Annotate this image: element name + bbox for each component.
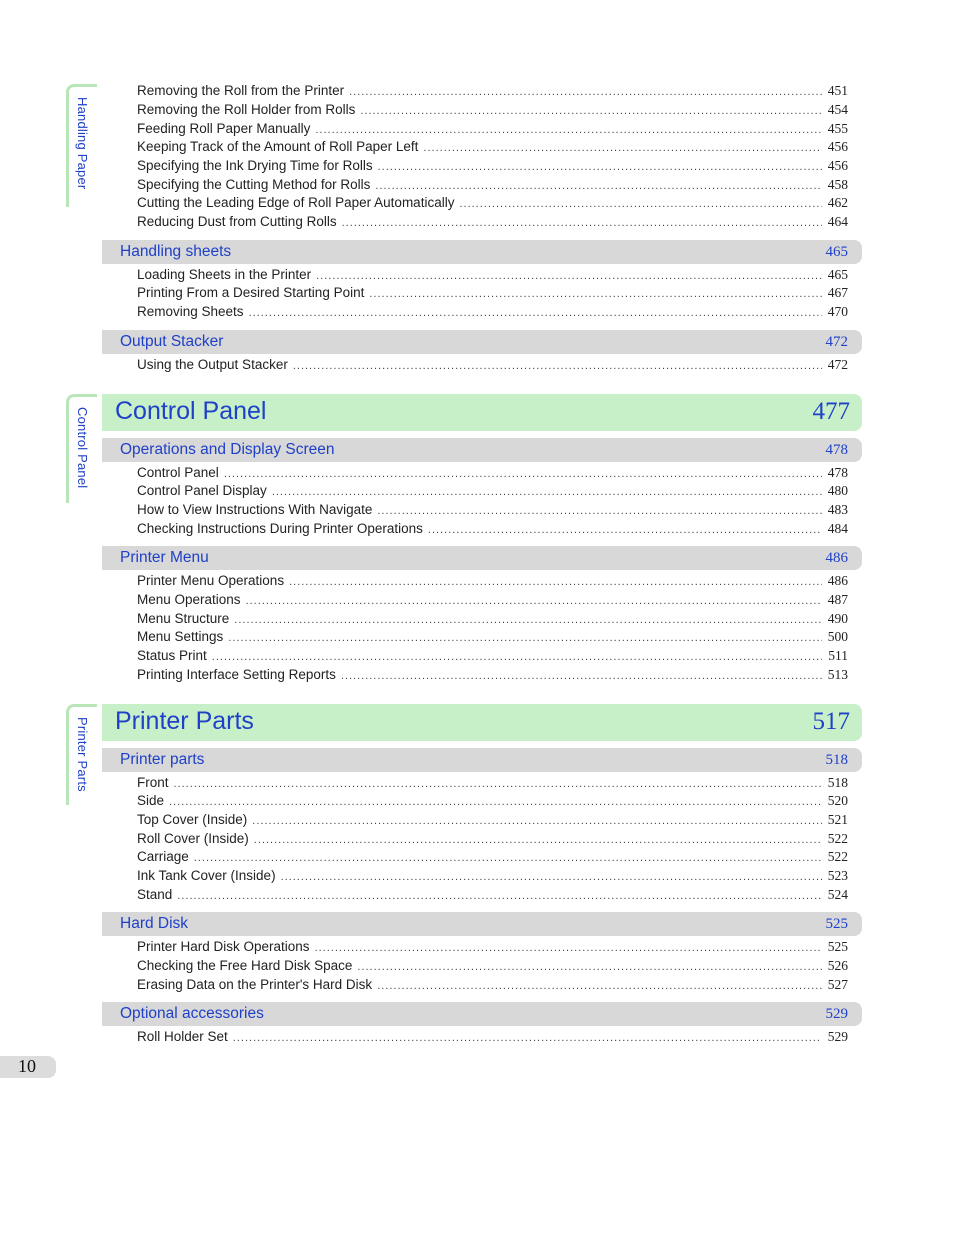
toc-entry[interactable]: Specifying the Ink Drying Time for Rolls ..... 456	[137, 158, 848, 177]
toc-entry[interactable]: Top Cover (Inside) ..... 521	[137, 812, 848, 831]
toc-entry[interactable]: Using the Output Stacker ..... 472	[137, 357, 848, 376]
toc-entry[interactable]: Control Panel Display ..... 480	[137, 483, 848, 502]
section-printer-parts[interactable]	[102, 748, 862, 772]
toc-entry[interactable]: Feeding Roll Paper Manually ..... 455	[137, 121, 848, 140]
toc-entry[interactable]: Roll Cover (Inside) ..... 522	[137, 831, 848, 850]
toc-entry[interactable]: Printing Interface Setting Reports ..... 513	[137, 667, 848, 686]
chapter-page: 517	[812, 708, 850, 735]
chapter-title: Control Panel	[115, 397, 267, 425]
toc-entry[interactable]: Carriage ..... 522	[137, 849, 848, 868]
section-title: Handling sheets	[120, 243, 232, 260]
page-number-badge	[0, 1056, 56, 1078]
chapter-title: Printer Parts	[115, 707, 254, 735]
side-tab-label: Printer Parts	[75, 717, 90, 792]
section-printer-menu[interactable]	[102, 546, 862, 570]
page-number: 10	[18, 1056, 36, 1076]
section-output-stacker[interactable]	[102, 330, 862, 354]
toc-entry[interactable]: Menu Operations ..... 487	[137, 592, 848, 611]
toc-entry[interactable]: Printer Menu Operations ..... 486	[137, 573, 848, 592]
section-title: Printer parts	[120, 751, 205, 768]
chapter-control-panel[interactable]	[102, 394, 862, 431]
toc-entry[interactable]: Menu Settings ..... 500	[137, 629, 848, 648]
toc-entry[interactable]: Keeping Track of the Amount of Roll Paper Left ..... 456	[137, 139, 848, 158]
section-title: Operations and Display Screen	[120, 441, 335, 458]
toc-entry[interactable]: Ink Tank Cover (Inside) ..... 523	[137, 868, 848, 887]
toc-entry[interactable]: Removing the Roll Holder from Rolls ..... 454	[137, 102, 848, 121]
section-optional-accessories[interactable]	[102, 1002, 862, 1026]
section-title: Optional accessories	[120, 1005, 264, 1022]
toc-entry[interactable]: Side ..... 520	[137, 793, 848, 812]
section-title: Printer Menu	[120, 549, 209, 566]
section-title: Output Stacker	[120, 333, 224, 350]
toc-entry[interactable]: Status Print ..... 511	[137, 648, 848, 667]
side-tab-label: Handling Paper	[75, 97, 90, 190]
section-hard-disk[interactable]	[102, 912, 862, 936]
toc-entry[interactable]: Menu Structure ..... 490	[137, 611, 848, 630]
toc-entry[interactable]: Roll Holder Set ..... 529	[137, 1029, 848, 1048]
side-tab-handling-paper[interactable]	[66, 84, 97, 207]
section-page: 472	[825, 334, 848, 350]
section-title: Hard Disk	[120, 915, 189, 932]
toc-entry[interactable]: How to View Instructions With Navigate ..... 483	[137, 502, 848, 521]
toc-entry[interactable]: Reducing Dust from Cutting Rolls ..... 464	[137, 214, 848, 233]
chapter-page: 477	[812, 398, 850, 425]
toc-entry[interactable]: Cutting the Leading Edge of Roll Paper Automatically ..... 462	[137, 195, 848, 214]
section-page: 529	[825, 1006, 848, 1022]
toc-entry[interactable]: Specifying the Cutting Method for Rolls ..... 458	[137, 177, 848, 196]
section-page: 465	[825, 244, 848, 260]
chapter-printer-parts[interactable]	[102, 704, 862, 741]
section-operations-display-screen[interactable]	[102, 438, 862, 462]
section-page: 478	[825, 442, 848, 458]
section-page: 518	[825, 752, 848, 768]
toc-entry[interactable]: Stand ..... 524	[137, 887, 848, 906]
toc-entry[interactable]: Removing the Roll from the Printer ..... 451	[137, 83, 848, 102]
section-page: 525	[825, 916, 848, 932]
toc-entry[interactable]: Control Panel ..... 478	[137, 465, 848, 484]
toc-entry[interactable]: Removing Sheets ..... 470	[137, 304, 848, 323]
side-tab-control-panel[interactable]	[66, 394, 97, 503]
toc-entry[interactable]: Printer Hard Disk Operations ..... 525	[137, 939, 848, 958]
side-tab-label: Control Panel	[75, 407, 90, 489]
toc-entry[interactable]: Checking Instructions During Printer Operations ..... 484	[137, 521, 848, 540]
side-tab-printer-parts[interactable]	[66, 704, 97, 805]
toc-entry[interactable]: Erasing Data on the Printer's Hard Disk ..... 527	[137, 977, 848, 996]
section-handling-sheets[interactable]	[102, 240, 862, 264]
section-page: 486	[825, 550, 848, 566]
toc-entry[interactable]: Printing From a Desired Starting Point ..... 467	[137, 285, 848, 304]
toc-entry[interactable]: Checking the Free Hard Disk Space ..... 526	[137, 958, 848, 977]
toc-entry[interactable]: Front ..... 518	[137, 775, 848, 794]
toc-entry[interactable]: Loading Sheets in the Printer ..... 465	[137, 267, 848, 286]
